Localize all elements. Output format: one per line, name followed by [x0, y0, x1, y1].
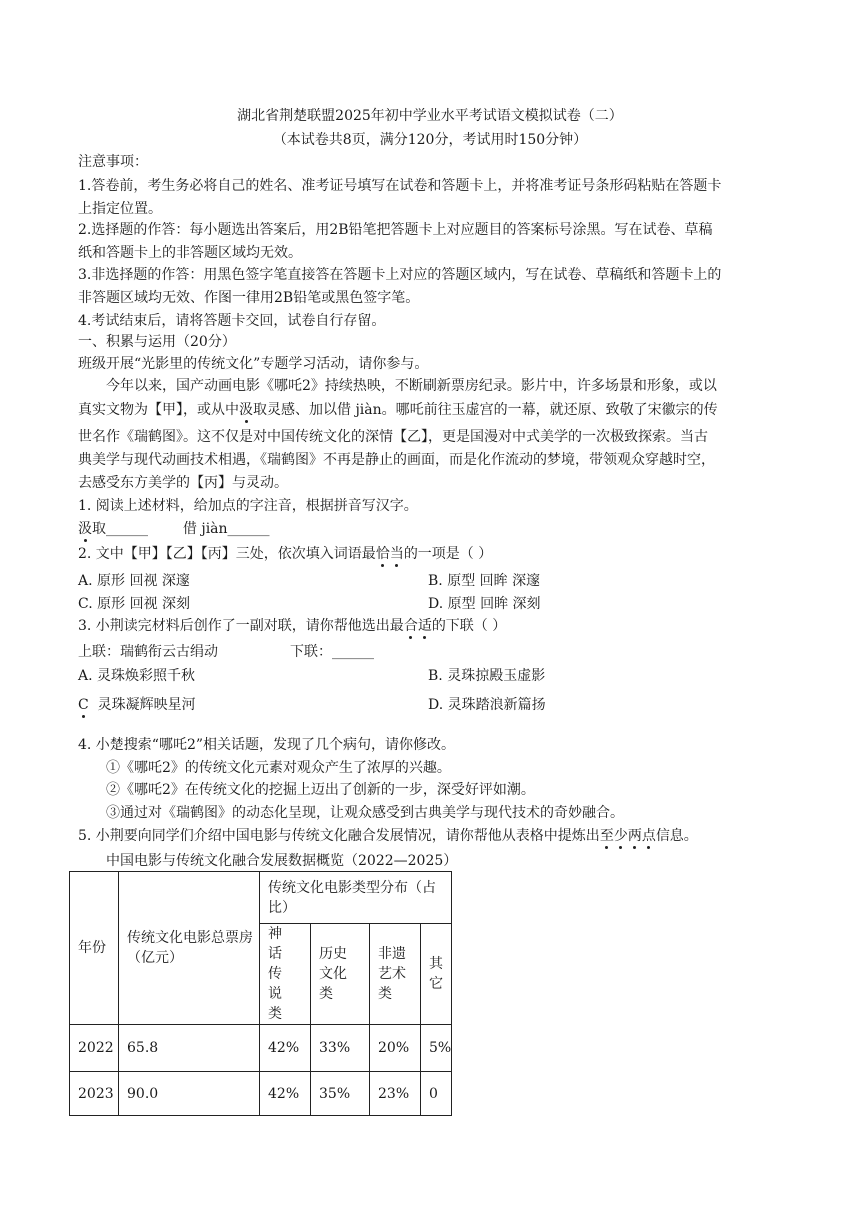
q3-stem-b: 的下联（ ）: [431, 618, 507, 634]
q4-sentence-3: ③通过对《瑞鹤图》的动态化呈现，让观众感受到古典美学与现代技术的奇妙融合。: [106, 805, 624, 821]
header-box-office: 传统文化电影总票房（亿元）: [119, 872, 260, 1025]
q1-stem: 1. 阅读上述材料，给加点的字注音，根据拼音写汉字。: [78, 498, 418, 514]
cell-myth: 42%: [260, 1025, 311, 1072]
exam-title: 湖北省荆楚联盟2025年初中学业水平考试语文模拟试卷（二）: [237, 108, 623, 124]
section-heading: 一、积累与运用（20分）: [78, 334, 236, 350]
cell-year: 2022: [70, 1025, 119, 1072]
exam-subtitle: （本试卷共8页，满分120分，考试用时150分钟）: [272, 132, 588, 148]
header-distribution: 传统文化电影类型分布（占比）: [260, 872, 452, 924]
q3-option-a: A. 灵珠焕彩照千秋: [78, 668, 196, 684]
passage-line-2-a: 真实文物为【甲】，或从中: [78, 402, 239, 418]
notice-item-3b: 非答题区域均无效、作图一律用2B铅笔或黑色签字笔。: [78, 290, 420, 306]
q5-dotted-char-2: 少: [613, 828, 628, 844]
cell-year: 2023: [70, 1072, 119, 1116]
q3-option-b: B. 灵珠掠殿玉虚影: [428, 668, 546, 684]
notice-item-4: 4.考试结束后，请将答题卡交回，试卷自行存留。: [78, 313, 386, 329]
q3-stem-a: 3. 小荆读完材料后创作了一副对联，请你帮他选出最: [78, 618, 404, 634]
data-table-wrapper: [69, 871, 452, 1116]
cell-box: 90.0: [119, 1072, 260, 1116]
q3-dotted-char-2: 适: [417, 618, 432, 634]
passage-line-5: 去感受东方美学的【丙】与灵动。: [78, 475, 288, 491]
q2-dotted-char-2: 当: [389, 546, 404, 562]
passage-line-1: 今年以来，国产动画电影《哪吒2》持续热映，不断刷新票房纪录。影片中，许多场景和形象，或以: [106, 378, 717, 394]
q5-stem-b: 信息。: [655, 828, 698, 844]
table-row: [70, 1072, 452, 1116]
header-year: 年份: [70, 872, 119, 1025]
q2-dotted-char-1: 恰: [375, 546, 390, 562]
passage-line-2-b: 取灵感、加以借 jiàn。哪吒前往玉虚宫的一幕，就还原、致敬了宋徽宗的传: [253, 402, 718, 418]
q3-dotted-char-1: 合: [403, 618, 418, 634]
subheader-heritage: 非遗艺术类: [370, 924, 421, 1025]
notice-heading: 注意事项：: [78, 154, 148, 170]
q5-stem: [78, 824, 798, 848]
q1-answers: [78, 517, 788, 541]
section-intro: 班级开展“光影里的传统文化”专题学习活动，请你参与。: [78, 356, 429, 372]
cell-heritage: 23%: [370, 1072, 421, 1116]
q2-option-b: B. 原型 回眸 深邃: [428, 573, 541, 589]
cell-other: 5%: [421, 1025, 452, 1072]
notice-item-1b: 上指定位置。: [78, 201, 162, 217]
q1-blank-a: 取______: [92, 521, 148, 537]
cell-box: 65.8: [119, 1025, 260, 1072]
q3-lower: 下联：______: [290, 644, 374, 660]
cell-history: 33%: [311, 1025, 370, 1072]
q2-option-a: A. 原形 回视 深邃: [78, 573, 190, 589]
q2-row-1: [78, 569, 788, 593]
subheader-history: 历史文化类: [311, 924, 370, 1025]
q4-sentence-1: ①《哪吒2》的传统文化元素对观众产生了浓厚的兴趣。: [106, 760, 451, 776]
subheader-myth: 神话传说类: [260, 924, 311, 1025]
q4-sentence-2: ②《哪吒2》在传统文化的挖掘上迈出了创新的一步，深受好评如潮。: [106, 782, 535, 798]
q4-stem: 4. 小楚搜索“哪吒2”相关话题，发现了几个病句，请你修改。: [78, 737, 456, 753]
cell-other: 0: [421, 1072, 452, 1116]
notice-item-3a: 3.非选择题的作答：用黑色签字笔直接答在答题卡上对应的答题区域内，写在试卷、草稿纸和答题卡上的: [78, 267, 722, 283]
notice-item-1a: 1.答卷前，考生务必将自己的姓名、准考证号填写在试卷和答题卡上，并将准考证号条形码粘贴在答题卡: [78, 178, 722, 194]
q3-option-c-letter: C: [78, 697, 89, 713]
table-row: [70, 1025, 452, 1072]
q5-dotted-char-3: 两: [627, 828, 642, 844]
dotted-char: 汲: [239, 402, 253, 418]
q3-upper: 上联：瑞鹤衔云古绢动: [78, 644, 218, 660]
q2-option-c: C. 原形 回视 深刻: [78, 596, 191, 612]
q5-stem-a: 5. 小荆要向同学们介绍中国电影与传统文化融合发展情况，请你帮他从表格中提炼出: [78, 828, 600, 844]
passage-line-4: 典美学与现代动画技术相遇，《瑞鹤图》不再是静止的画面，而是化作流动的梦境，带领观众穿越时空，: [78, 452, 715, 468]
q3-couplet: [78, 640, 788, 664]
q5-dotted-char-1: 至: [599, 828, 614, 844]
table-title: 中国电影与传统文化融合发展数据概览（2022—2025）: [106, 853, 458, 869]
notice-item-2a: 2.选择题的作答：每小题选出答案后，用2B铅笔把答题卡上对应题目的答案标号涂黑。写在试卷、草稿: [78, 222, 713, 238]
cell-heritage: 20%: [370, 1025, 421, 1072]
q3-option-c: 灵珠凝辉映星河: [97, 697, 196, 713]
q1-blank-b: 借 jiàn______: [182, 521, 270, 537]
q1-dotted-char: 汲: [78, 521, 92, 537]
passage-line-2: [78, 398, 788, 422]
q5-dotted-char-4: 点: [641, 828, 656, 844]
cell-history: 35%: [311, 1072, 370, 1116]
q3-stem: [78, 614, 788, 638]
q2-stem: [78, 542, 788, 566]
q3-row-2: [78, 693, 788, 717]
data-table: [69, 871, 452, 1116]
q3-option-d: D. 灵珠踏浪新篇扬: [428, 697, 546, 713]
q2-row-2: [78, 592, 788, 616]
subheader-other: 其它: [421, 924, 452, 1025]
q2-option-d: D. 原型 回眸 深刻: [428, 596, 541, 612]
q2-stem-b: 的一项是（ ）: [403, 546, 493, 562]
passage-line-3: 世名作《瑞鹤图》。这不仅是对中国传统文化的深情【乙】，更是国漫对中式美学的一次极致探索。当古: [78, 429, 708, 445]
q2-stem-a: 2. 文中【甲】【乙】【丙】三处，依次填入词语最: [78, 546, 376, 562]
q3-row-1: [78, 664, 788, 688]
notice-item-2b: 纸和答题卡上的非答题区域均无效。: [78, 245, 302, 261]
cell-myth: 42%: [260, 1072, 311, 1116]
